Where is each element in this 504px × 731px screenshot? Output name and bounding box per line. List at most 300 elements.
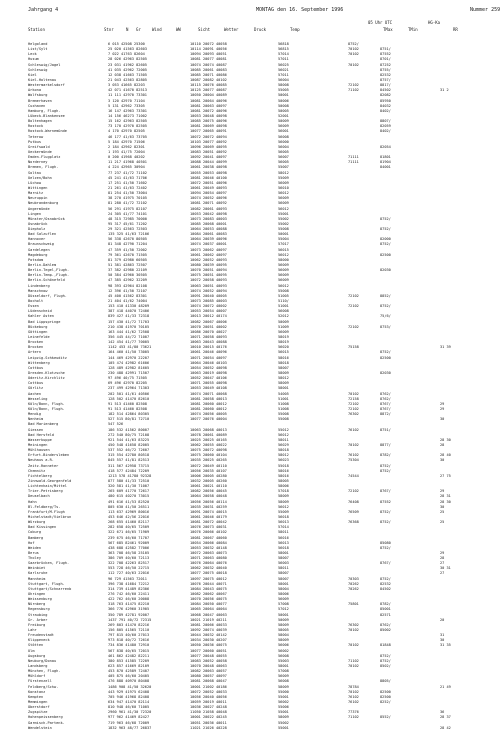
cell-wd: 10065 20064 40064 [190,607,227,612]
cell-station: Bad Kissingen [28,525,57,530]
cell-wd: 11050 21058 40048 [190,710,227,715]
cell-station: Helgoland [28,42,48,46]
cell-station: Boltenhagen [28,119,52,124]
cell-wd: 10081 20069 40098 [190,124,227,129]
cell-station: Neuruppin [28,196,48,201]
cell-wd: 10006 20005 40280 [190,473,227,478]
cell-wd: 10074 20071 40068 [190,391,227,396]
cell-ah: 8751/ [380,427,391,432]
cell-station: Rostock [28,124,44,129]
cell-station: Leck [28,52,37,57]
cell-sp: 50006 [278,98,289,103]
cell-nm: 135 325 41/63 72106 [108,232,150,237]
cell-wd: 10064 20058 40048 [190,494,227,499]
cell-ah: 84032 [380,103,391,108]
cell-station: Lübeck-Blankensee [28,113,65,118]
cell-ah: 8807/ [380,119,391,124]
cell-station: Cuxhaven [28,103,46,108]
cell-sp: 58018 [278,360,289,365]
cell-sp: 55001 [278,694,289,699]
cell-ah: 8752/ [380,242,391,247]
cell-wd: 10021 21019 40211 [190,617,227,622]
cell-wd: 10075 20072 40098 [190,448,227,453]
cell-wd: 10074 20052 40094 [190,288,227,293]
cell-ah: 81801 [380,155,391,160]
cell-wd: 10063 20019 40098 [190,371,227,375]
cell-station: Weiden [28,545,41,550]
cell-station: Michelstadt/Vielbrun [28,514,72,519]
cell-nm: 16 147 42963 73301 [108,108,147,113]
cell-wd: 10061 20021 40110 [190,484,227,489]
cell-wd: 10084 20050 40077 [190,602,227,607]
cell-wd: 10091 20040 40005 [190,293,227,298]
cell-wd: 10081 20046 40100 [190,175,227,180]
cell-ah: 8762/ [380,396,391,401]
cell-nm: 81 348 42790 71204 [108,242,147,247]
cell-nm: 186 532 41562 80007 [108,427,150,432]
cell-station: Berus [28,550,39,555]
cell-nm: 28 026 42963 82505 [108,57,147,62]
cell-ah: 8782/ [380,453,391,458]
cell-sp: 56018 [278,514,289,519]
cell-rr: 31 [440,633,445,638]
cell-sp: 55008 [278,417,289,422]
cell-tp: 70303 [348,576,359,581]
cell-sp: 56005 [278,160,289,165]
cell-nm: 356 445 44/72 71007 [108,335,150,340]
cell-nm: 105 474 42982 61606 [108,360,150,365]
cell-station: Braunschweig [28,242,54,247]
cell-ah: 8502/ [380,664,391,669]
cell-rr: 27 75 [440,473,451,478]
cell-wd: 10063 20068 40013 [190,427,227,432]
cell-nm: 3 120 42970 71104 [108,98,145,103]
cell-nm: 0 200 41968 40202 [108,155,145,160]
cell-wd: 10059 20019 40011 [190,700,227,704]
cell-rr: 21 49 [440,684,451,689]
cell-nm: 7 022 41763 82604 [108,52,145,57]
cell-station: Wasserkuppe [28,437,52,442]
cell-wd: 10074 20037 40001 [190,242,227,247]
cell-ah: 8757/ [380,77,391,82]
cell-station: Norderney [28,160,48,165]
cell-nm: 142 454 41/77 70005 [108,340,150,345]
cell-sp: 58005 [278,478,289,483]
cell-ah: 8762/ [380,391,391,396]
cell-wd: 10072 20072 40094 [190,134,227,139]
cell-ah: 82532 [380,72,391,77]
cell-nm: 973 818 40/72 72616 [108,638,150,643]
cell-nm: 318 763 41475 82210 [108,602,150,607]
cell-ah: 8752/ [380,350,391,355]
cell-rr: 25 [440,520,445,525]
cell-nm: 453 646 42/56 22016 [108,514,150,519]
cell-wd: 10103 20077 40092 [190,139,227,144]
cell-station: Marnitz [28,191,44,196]
cell-sp: 58001 [278,386,289,391]
cell-station: Hohenpeissenberg [28,715,63,720]
cell-nm: 396 738 41684 72212 [108,581,150,586]
cell-ah: 8753/ [380,324,391,329]
cell-station: Feldberg/Schw. [28,684,59,689]
cell-wd: 10044 20032 40142 [190,633,227,638]
cell-station: Rostock-Warnemünde [28,129,67,134]
cell-sp: 56818 [278,42,289,46]
col-wind: Wind [152,27,162,32]
cell-sp: 58007 [278,571,289,576]
cell-ah: 8701/ [380,57,391,62]
cell-tp: 74544 [348,473,359,478]
cell-station: Bad Lippspringe [28,319,61,324]
cell-sp: 58009 [278,494,289,499]
cell-station: Manschnow [28,288,48,293]
cell-nm: 1213 578 41780 92328 [108,473,152,478]
cell-sp: 56009 [278,597,289,602]
cell-nm: 47 385 42962 32209 [108,278,147,283]
cell-rr: 29 [440,550,445,555]
cell-sp: 55018 [278,463,289,468]
cell-wd: 10076 20066 40102 [190,530,227,535]
cell-nm: 476 888 40970 80408 [108,679,150,684]
cell-ah: 8402/ [380,129,391,134]
cell-nm: 265 609 41770 72617 [108,489,150,494]
cell-nm: 81 254 41/50 73004 [108,191,147,196]
cell-nm: 79 361 42670 71505 [108,252,147,257]
cell-nm: 567 685 82461 92009 [108,540,150,545]
cell-tp: 71102 [348,658,359,663]
cell-ah: 8767/ [380,406,391,411]
cell-ah: 8752/ [380,653,391,658]
col-stnr: Stnr [104,27,114,32]
cell-sp: 56015 [278,247,289,252]
cell-nm: 567 838 40/65 72015 [108,648,150,653]
cell-station: Straubing [28,612,48,617]
cell-station: Neuhaus a.R. [28,458,54,463]
cell-wd: 10061 20062 40097 [190,252,227,257]
cell-station: Stuttgart/Schnarrenb [28,586,72,591]
cell-sp: 56016 [278,535,289,540]
cell-rr: 29 [440,489,445,494]
cell-ah: 84001 [380,165,391,170]
cell-sp: 51001 [278,304,289,309]
cell-sp: 56003 [278,561,289,566]
cell-nm: 272 540 80/75 72108 [108,432,150,437]
cell-sp: 55006 [278,705,289,710]
cell-sp: 55001 [278,211,289,216]
cell-wd: 10035 20025 40265 [190,458,227,463]
cell-sp: 56009 [278,329,289,334]
col-tmin: TMin [408,27,418,32]
cell-sp: 56008 [278,134,289,139]
cell-ah: 8877/ [380,442,391,447]
cell-nm: 128 489 42982 81605 [108,365,150,370]
cell-tp: 71111 [348,155,359,160]
cell-wd: 10091 20074 40015 [190,509,227,514]
cell-wd: 10085 20068 40001 [190,221,227,226]
cell-sp: 50001 [278,232,289,237]
cell-nm: 230 488 42991 71507 [108,371,150,375]
cell-wd: 10092 20074 40039 [190,628,227,633]
cell-station: Angermünde [28,206,50,211]
cell-wd: 10076 20044 40071 [190,581,227,586]
col-rr: RR [453,27,458,32]
cell-nm: 97 496 40/75 71505 [108,376,147,381]
cell-tp: 70102 [348,628,359,633]
cell-sp: 58016 [278,473,289,478]
cell-sp: 55000 [278,689,289,694]
cell-wd: 10036 20027 40248 [190,705,227,710]
cell-wd: 10078 20061 40089 [190,432,227,437]
header-volume: Jahrgang 4 [28,7,59,13]
cell-station: Kahler Asten [28,314,54,319]
cell-station: Freudenstadt [28,633,54,638]
cell-station: Trier-Petrisberg [28,489,63,494]
cell-rr: 29 [440,401,445,406]
cell-station: Kiel [28,72,37,77]
cell-sp: 56004 [278,144,289,149]
cell-station: Wittenberg [28,360,50,365]
col-ww: WW [176,27,181,32]
cell-ah: 84502 [380,586,391,591]
cell-wd: 10083 20051 40092 [190,149,227,154]
cell-wd: 10087 20082 40102 [190,77,227,82]
cell-wd: 10082 20062 40067 [190,592,227,597]
cell-station: Würzburg [28,520,46,525]
cell-sp: 55001 [278,710,289,715]
cell-nm: 12 038 41663 71505 [108,72,147,77]
cell-sp: 56009 [278,201,289,206]
cell-sp: 58009 [278,371,289,375]
cell-nm: 12 396 41/50 72107 [108,288,147,293]
cell-nm: 21 261 41/63 72402 [108,185,147,190]
cell-sp: 57012 [278,607,289,612]
cell-nm: 839 427 41/33 72318 [108,314,150,319]
cell-station: Husum [28,57,39,62]
cell-sp: 56025 [278,62,289,67]
cell-sp: 56005 [278,149,289,154]
cell-wd: 10077 20048 40055 [190,653,227,658]
cell-station: Chemnitz [28,468,46,473]
cell-ah: 8752/ [380,509,391,514]
cell-rr: 28 [440,442,445,447]
cell-rr: 28 37 [440,715,451,720]
cell-sp: 56029 [278,442,289,447]
cell-sp: 58011 [278,530,289,535]
cell-wd: 10035 20031 40259 [190,504,227,509]
cell-station: Dresden-Klotzsche [28,371,65,375]
cell-wd: 10085 20071 40086 [190,72,227,77]
cell-wd: 10088 20044 40099 [190,160,227,165]
cell-nm: 282 658 40/65 72509 [108,525,150,530]
cell-sp: 56004 [278,77,289,82]
cell-ah: 8752/ [380,658,391,663]
cell-rr: 30 31 [440,566,451,571]
cell-nm: 977 962 41469 82427 [108,715,150,720]
cell-sp: 56009 [278,268,289,273]
cell-wd: 10050 20004 40089 [190,93,227,98]
cell-ah: 82532 [380,581,391,586]
cell-wd: 10063 20043 40088 [190,340,227,345]
cell-wd: 10062 20052 40093 [190,257,227,262]
cell-rr: 27 [440,571,445,576]
cell-sp: 56009 [278,263,289,268]
cell-station: Mühldorf [28,674,46,679]
cell-rr: 31 39 [440,345,451,350]
cell-sp: 58001 [278,581,289,586]
cell-station: Augsburg [28,653,46,658]
cell-station: Nürnberg [28,602,46,607]
cell-nm: 453 870 42589 72407 [108,669,150,674]
cell-rr: 28 42 [440,725,451,730]
cell-tp: 72102 [348,293,359,298]
cell-sp: 56015 [278,350,289,355]
cell-ah: 85002 [380,628,391,633]
cell-wd: 10072 20049 40110 [190,463,227,468]
cell-wd: 10081 20063 40097 [190,103,227,108]
cell-sp: 56023 [278,458,289,463]
cell-wd: 10110 20072 40058 [190,42,227,46]
cell-station: Frankfurt/M.Flugh [28,509,65,514]
cell-station: Bad Hersfeld [28,432,54,437]
cell-wd: 10054 20066 40084 [190,540,227,545]
cell-wd: 10070 20051 40002 [190,324,227,329]
cell-sp: 56018 [278,545,289,550]
cell-station: Weissenburg [28,597,52,602]
cell-tp: 72102 [348,489,359,494]
cell-ah: 87252 [380,62,391,67]
cell-ah: 8852/ [380,293,391,298]
cell-nm: 48 315 72985 70000 [108,216,147,221]
cell-ah: 82500 [380,694,391,699]
cell-sp: 58009 [278,684,289,689]
cell-sp: 55009 [278,175,289,180]
cell-station: Köln/Bonn, Flugh. [28,401,65,406]
cell-nm: 95 317 45/61 71202 [108,221,147,226]
cell-nm: 2960 961 41/30 72320 [108,710,152,715]
cell-station: Wittingen [28,185,48,190]
cell-station: Brocken [28,340,44,345]
cell-nm: 4 170 42970 82505 [108,129,145,134]
cell-nm: 845 557 41/81 82513 [108,458,150,463]
cell-station: Bl.Feldberg/Ts. [28,504,61,509]
cell-sp: 56000 [278,139,289,144]
cell-wd: 10001 20022 40245 [190,715,227,720]
cell-sp: 51008 [278,401,289,406]
cell-station: Klippeneck [28,638,50,643]
cell-tp: 76102 [348,427,359,432]
cell-sp: 56009 [278,273,289,278]
cell-wd: 10051 20036 40011 [190,720,227,725]
cell-sp: 55007 [278,165,289,170]
cell-nm: 113 637 42969 80016 [108,509,150,514]
cell-nm: 705 946 41968 82408 [108,694,150,699]
cell-wd: 10081 20072 40096 [190,108,227,113]
cell-wd: 10061 20049 40093 [190,185,227,190]
cell-nm: 1832 963 48/77 26837 [108,725,152,730]
cell-station: Bad Salzuflen [28,232,57,237]
cell-nm: 239 675 46/60 71707 [108,535,150,540]
cell-sp: 56001 [278,129,289,134]
cell-wd: 10081 20060 40012 [190,401,227,406]
cell-station: Köln/Bonn, Flugh. [28,406,65,411]
cell-ah: 82082 [380,93,391,98]
cell-nm: 23 031 41962 82605 [108,62,147,67]
cell-ah: 8767/ [380,561,391,566]
cell-station: Fichtelberg [28,473,52,478]
cell-station: Uelzen/Bohn [28,175,52,180]
cell-sp: 56009 [278,196,289,201]
cell-sp: 58005 [278,628,289,633]
cell-rr: 28 30 [440,499,451,504]
cell-nm: 37 382 42980 22109 [108,268,147,273]
cell-tp: 76302 [348,622,359,627]
cell-tp: 70102 [348,664,359,669]
cell-sp: 56010 [278,185,289,190]
cell-wd: 10052 20047 40106 [190,376,227,381]
cell-station: Artern [28,350,41,355]
cell-wd: 10077 20075 40018 [190,571,227,576]
cell-tp: 72102 [348,406,359,411]
cell-station: Magdeburg [28,252,48,257]
cell-sp: 51001 [278,396,289,401]
cell-nm: 1486 908 41/50 32620 [108,684,152,689]
cell-nm: 56 338 42670 80505 [108,237,147,242]
cell-nm: 450 548 41658 82005 [108,442,150,447]
cell-wd: 10081 20067 40060 [190,535,227,540]
cell-sp: 56008 [278,653,289,658]
cell-ah: 8252/ [380,700,391,704]
cell-wd: 10114 20091 40056 [190,47,227,52]
cell-nm: 366 776 42960 31905 [108,607,150,612]
cell-nm: 268 655 41460 82117 [108,520,150,525]
cell-wd: 10094 20054 40097 [190,191,227,196]
cell-sp: 57017 [278,242,289,247]
cell-sp: 58007 [278,365,289,370]
cell-sp: 58009 [278,715,289,720]
cell-wd: 10064 20039 40096 [190,237,227,242]
cell-wd: 10055 20053 40098 [190,170,227,175]
cell-nm: 2 184 42962 82301 [108,144,145,149]
cell-station: Landsberg [28,664,48,669]
col-temp: Temp [290,27,300,32]
cell-wd: 10053 20048 40098 [190,113,227,118]
cell-ah: 85950 [380,98,391,103]
cell-station: Gr. Arber [28,617,48,622]
cell-station: Potsdam [28,257,44,262]
cell-station: Lingen [28,211,41,216]
cell-sp: 55009 [278,509,289,514]
cell-ah: 82000 [380,237,391,242]
cell-sp: 55004 [278,237,289,242]
cell-rr: 25 [440,509,445,514]
cell-nm: 210 438 41970 70105 [108,324,150,329]
cell-nm: 163 444 41/62 72508 [108,329,150,334]
col-wetter: Wetter [224,27,239,32]
cell-station: Mühlhausen [28,448,50,453]
cell-sp: 56009 [278,180,289,185]
cell-wd: 11021 21026 40228 [190,725,227,730]
cell-station: Schleswig/Jagel [28,62,61,67]
cell-rr: 20 [440,617,445,622]
cell-sp: 58009 [278,638,289,643]
cell-tp: 76408 [348,499,359,504]
cell-sp: 56002 [278,648,289,653]
cell-tp: 72102 [348,401,359,406]
cell-station: Lahr [28,628,37,633]
cell-rr: 31 35 [440,643,451,648]
cell-tp: 70102 [348,442,359,447]
cell-station: Meiningen [28,442,48,447]
